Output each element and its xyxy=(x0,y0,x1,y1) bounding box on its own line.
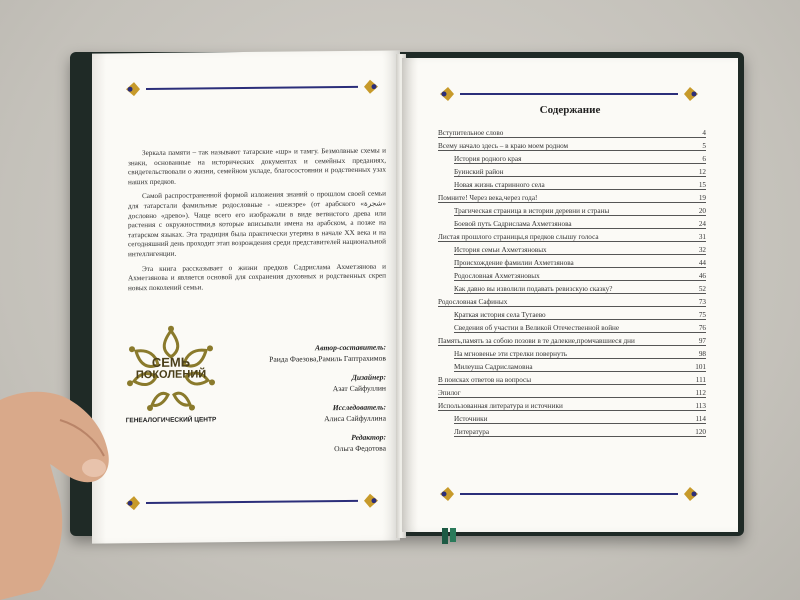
toc-title: Содержание xyxy=(539,104,601,116)
ornament-flourish-icon xyxy=(124,79,146,99)
toc-entry xyxy=(454,321,706,333)
bookmark-ribbon xyxy=(438,528,462,544)
toc-entry-page: 32 xyxy=(698,246,706,255)
toc-entry xyxy=(438,139,706,151)
toc-entry xyxy=(454,256,706,268)
toc-entry-page: 101 xyxy=(695,362,706,371)
toc-entry xyxy=(454,217,706,229)
toc-entry-title: Литература xyxy=(454,427,490,436)
toc-entry xyxy=(438,334,706,346)
top-ornament-right xyxy=(438,84,700,104)
toc-entry xyxy=(454,178,706,190)
toc-entry-title: Милеуша Садрисламовна xyxy=(454,362,533,371)
toc-entry-title: История родного края xyxy=(454,155,522,164)
credit-name: Раида Фаезова,Рамиль Гаптрахимов xyxy=(269,353,386,364)
toc-entry-page: 111 xyxy=(695,375,706,384)
logo-subtitle: ГЕНЕАЛОГИЧЕСКИЙ ЦЕНТР xyxy=(125,416,217,425)
toc-entry-title: Источники xyxy=(454,414,488,423)
credit-role: Дизайнер: xyxy=(351,372,386,382)
bottom-ornament-right xyxy=(438,484,700,504)
ornament-flourish-icon xyxy=(678,84,700,104)
toc-entry xyxy=(438,126,706,138)
toc-entry-title: Память,память за собою позови в те далекие,промчавшиеся дни xyxy=(438,336,635,345)
toc-entry-page: 20 xyxy=(698,207,706,216)
ornament-flourish-icon xyxy=(358,491,380,511)
toc-entry xyxy=(438,399,706,411)
ornament-flourish-icon xyxy=(358,77,380,97)
toc-entry-title: На мгновенье эти стрелки повернуть xyxy=(454,349,567,358)
toc-entry-title: Боевой путь Садрислама Ахметзянова xyxy=(454,220,572,229)
toc-entry-page: 44 xyxy=(698,259,706,268)
toc-entry-page: 12 xyxy=(698,168,706,177)
credit-role: Автор-составитель: xyxy=(315,342,386,353)
toc-entry xyxy=(438,386,706,398)
toc-entry xyxy=(454,412,706,424)
toc-entry-title: В поисках ответов на вопросы xyxy=(438,375,532,384)
toc-entry-page: 19 xyxy=(698,194,706,203)
toc-entry-title: История семьи Ахметзяновых xyxy=(454,246,547,255)
toc-entry xyxy=(454,152,706,164)
toc-entry-title: Эпилог xyxy=(438,388,461,397)
toc-entry-page: 75 xyxy=(698,310,706,319)
toc-entry-page: 112 xyxy=(695,388,706,397)
toc-entry-title: Новая жизнь старинного села xyxy=(454,181,545,190)
toc-entry-page: 76 xyxy=(698,323,706,332)
credit-name: Алиса Сайфуллина xyxy=(324,413,386,424)
toc-entry-title: Трагическая страница в истории деревни и страны xyxy=(454,207,610,216)
toc-entry-page: 5 xyxy=(702,142,706,151)
toc-entry-title: Использованная литература и источники xyxy=(438,401,563,410)
credit-role: Исследователь: xyxy=(332,402,386,413)
toc-entry-page: 31 xyxy=(698,233,706,242)
ornament-flourish-icon xyxy=(678,484,700,504)
toc-entry xyxy=(454,347,706,359)
logo-line-1: СЕМЬ xyxy=(151,354,191,370)
toc-entry xyxy=(454,308,706,320)
toc-entry xyxy=(454,282,706,294)
toc-entry-title: Помните! Через века,через года! xyxy=(438,194,538,203)
top-ornament-left xyxy=(124,77,380,100)
bottom-ornament-left xyxy=(124,491,380,514)
toc-entry-page: 120 xyxy=(695,427,706,436)
toc-entry-page: 24 xyxy=(698,220,706,229)
toc-entry-title: Всему начало здесь – в краю моем родном xyxy=(438,142,569,151)
foreword-paragraph: Эта книга рассказывает о жизни предков Садрислама Ахметзянова и Ахметзянова и является основой для сохранения духовных и родственных скреп новых поколений семьи. xyxy=(128,262,386,292)
toc-entry-page: 15 xyxy=(698,181,706,190)
ornament-flourish-icon xyxy=(438,84,460,104)
toc-entry-page: 73 xyxy=(698,297,706,306)
toc-entry-page: 97 xyxy=(698,336,706,345)
toc-entry-page: 4 xyxy=(702,129,706,138)
credit-name: Ольга Федотова xyxy=(334,443,386,454)
toc-entry-page: 113 xyxy=(695,401,706,410)
toc-entry xyxy=(454,204,706,216)
toc-entry-title: Краткая история села Тутаево xyxy=(454,310,546,319)
toc-entry xyxy=(438,191,706,203)
logo-line-2: ПОКОЛЕНИЙ xyxy=(135,368,207,382)
toc-entry xyxy=(454,425,706,437)
credit-name: Азат Сайфуллин xyxy=(332,383,386,394)
toc-entry-title: Вступительное слово xyxy=(438,129,504,138)
toc-entry-title: Листая прошлого страницы,я предков слышу голоса xyxy=(438,233,599,242)
credits-block xyxy=(269,333,386,454)
toc-entry-title: Сведения об участии в Великой Отечественной войне xyxy=(454,323,620,332)
foreword-text xyxy=(128,147,386,299)
foreword-paragraph: Зеркала памяти – так называют татарские «шр» и тамгу. Безмолвные схемы и знаки, основанные на исторических документах и семейных преданиях, свидетельствовали о жизни, семейном укладе, благосостоянии и родственных узах наших предков. xyxy=(128,146,386,187)
toc-entry-title: Родословная Ахметзяновых xyxy=(454,272,540,281)
toc-entry xyxy=(454,243,706,255)
toc-entry-title: Как давно вы изволили подавать ревизскую сказку? xyxy=(454,285,613,293)
credit-role: Редактор: xyxy=(351,432,386,442)
toc-entry xyxy=(438,295,706,307)
toc-entry-page: 6 xyxy=(702,155,706,164)
toc-entry xyxy=(454,269,706,281)
toc-entry xyxy=(454,165,706,177)
foreword-paragraph: Самой распространенной формой изложения знаний о прошлом своей семьи для татарстали фамильные родословные - «шежэре» (от арабского «شجرة» дословно «древо»). Чаще всего его изображали в виде ветвистого древа или растения с окружностями,в которые вписывали имена на арабском, а позже на татарском языках. Эта традиция была практически утеряна в начале XX века и на сегодняшний день проходит этап возрождения среди представителей национальной интеллигенции. xyxy=(128,189,386,259)
toc-entry-title: Буинский район xyxy=(454,168,504,177)
toc-entry-page: 46 xyxy=(698,272,706,281)
toc-entry xyxy=(454,360,706,372)
hand-image xyxy=(0,360,150,600)
toc-entry xyxy=(438,230,706,242)
toc-entry-page: 52 xyxy=(698,285,706,293)
toc-entry-title: Родословная Сафиных xyxy=(438,297,508,306)
table-of-contents xyxy=(438,126,706,438)
toc-entry-page: 114 xyxy=(695,414,706,423)
toc-entry xyxy=(438,373,706,385)
toc-entry-page: 98 xyxy=(698,349,706,358)
toc-entry-title: Происхождение фамилии Ахметзянова xyxy=(454,259,574,268)
ornament-flourish-icon xyxy=(438,484,460,504)
